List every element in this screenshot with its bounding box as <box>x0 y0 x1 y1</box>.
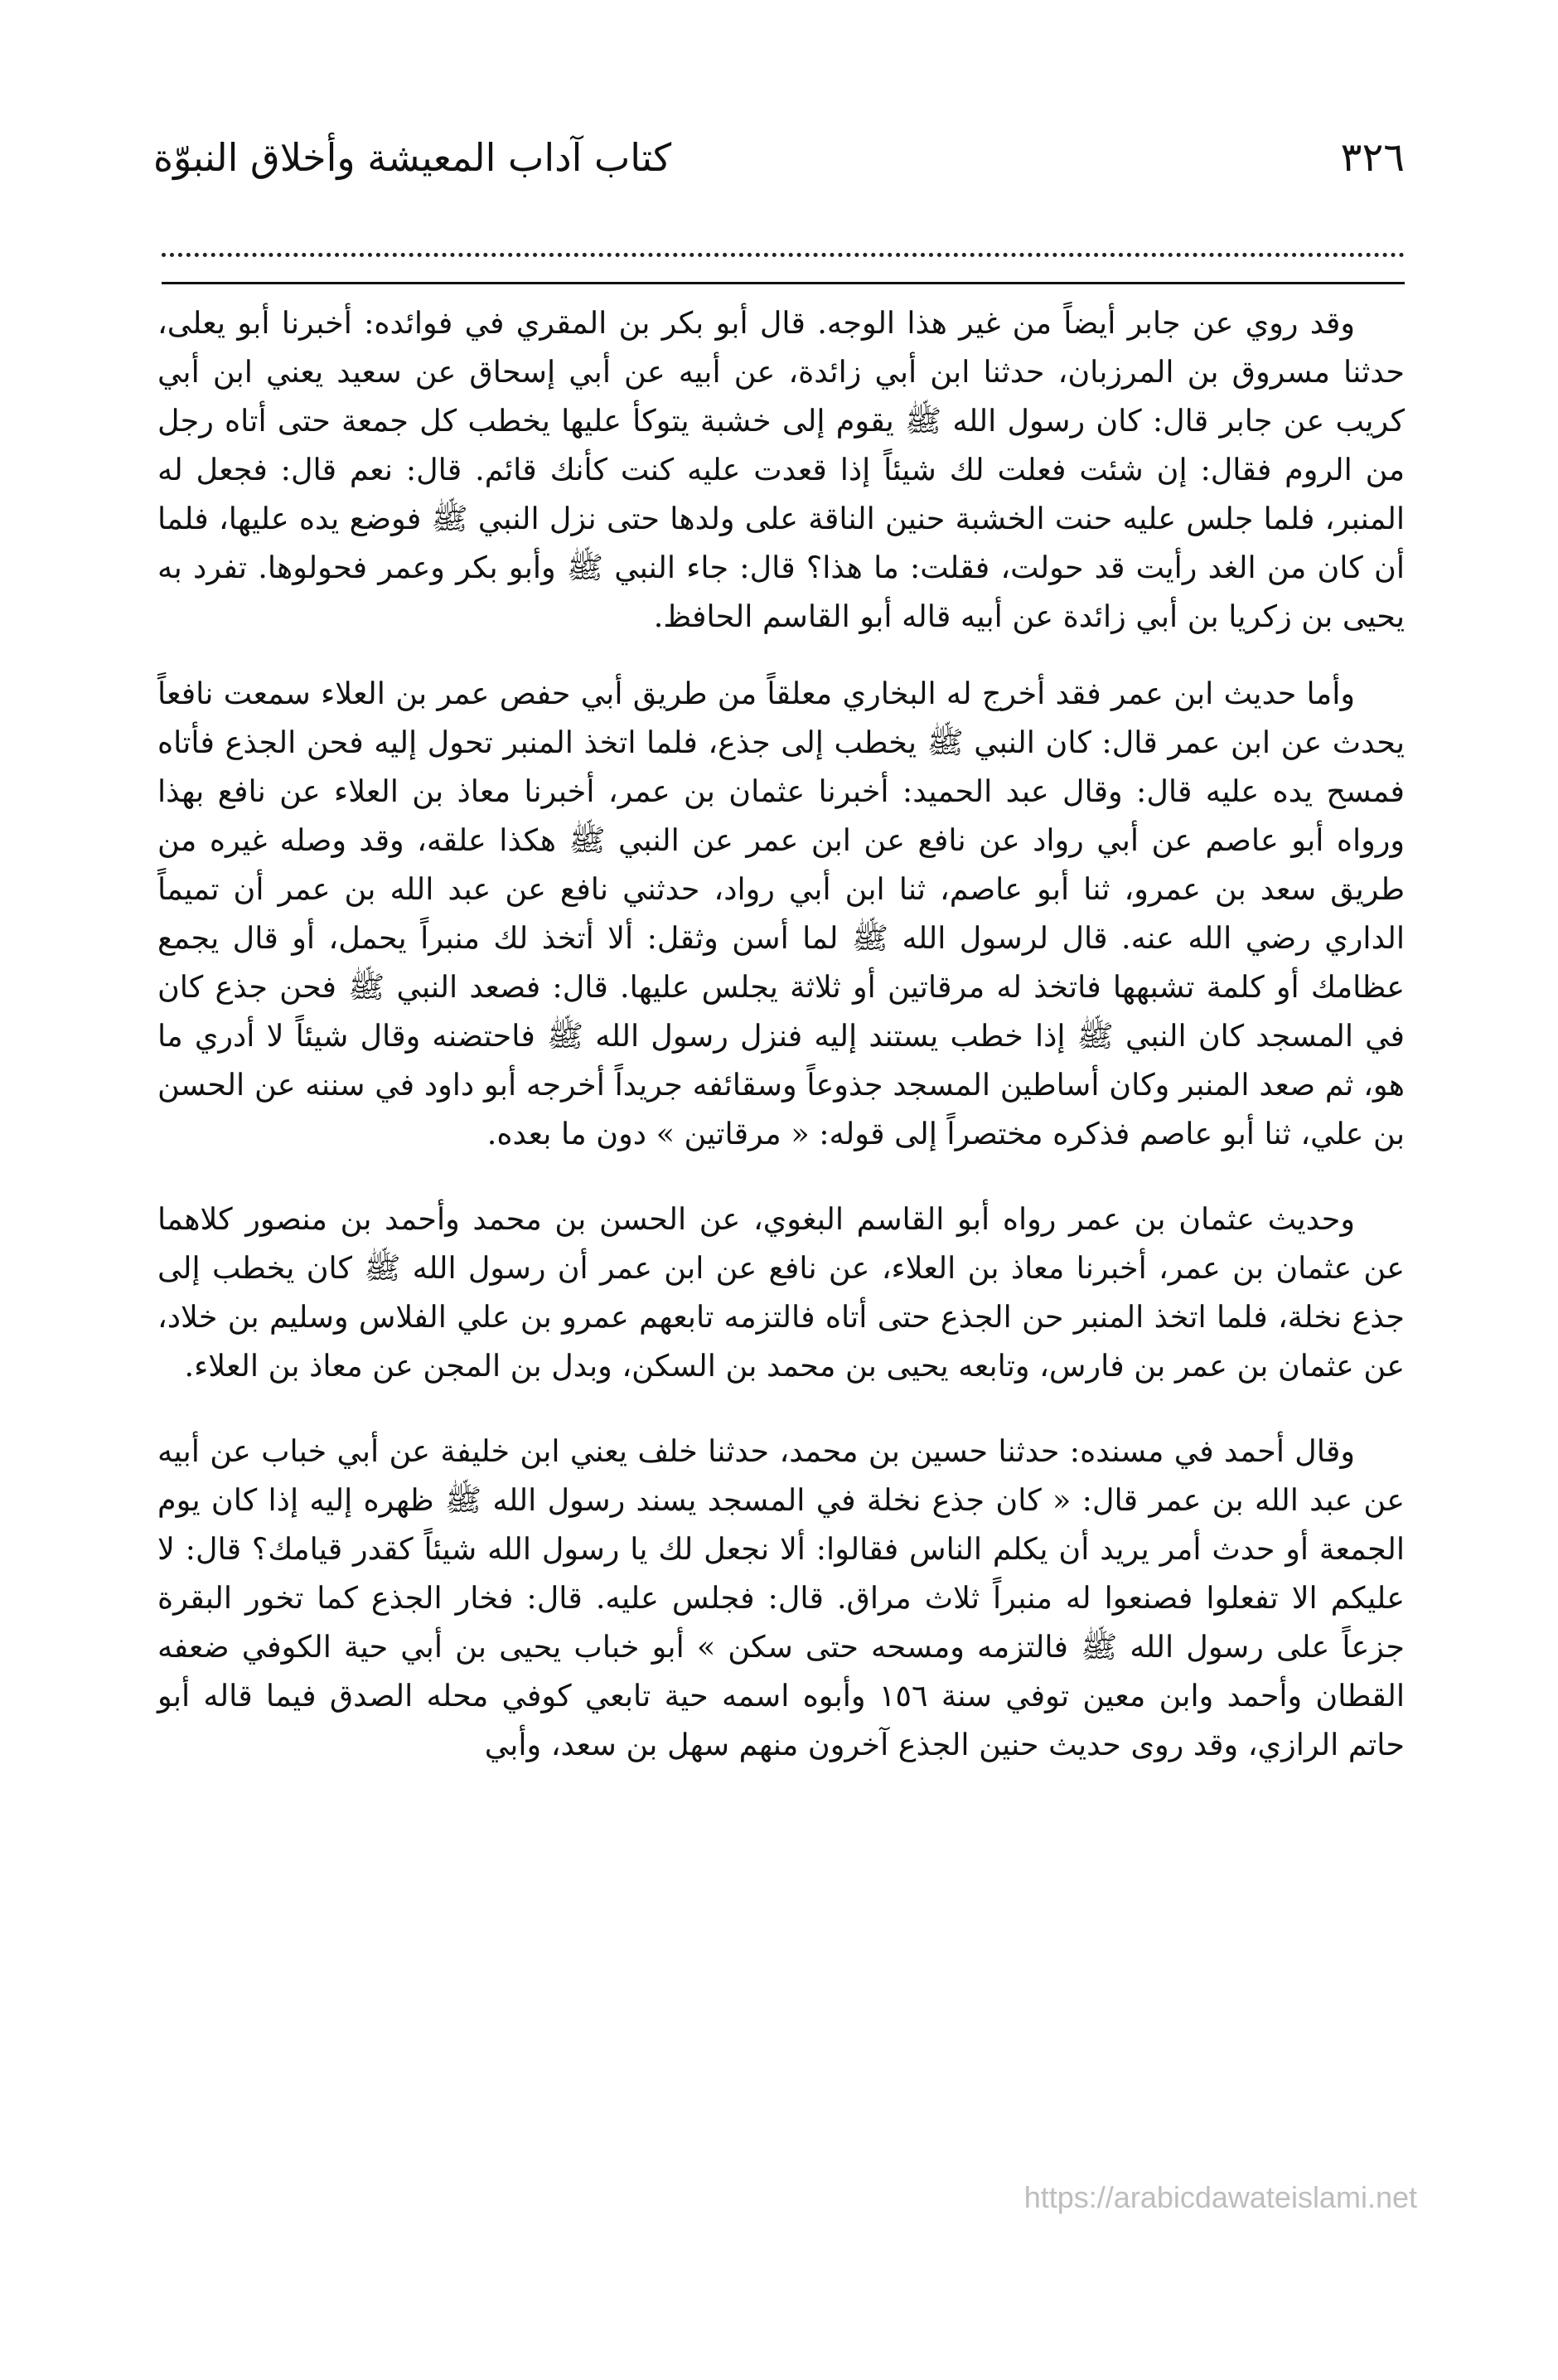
dotted-divider <box>162 253 1405 257</box>
paragraph-uthman: وحديث عثمان بن عمر رواه أبو القاسم البغوي، عن الحسن بن محمد وأحمد بن منصور كلاهما عن عثمان بن عمر، أخبرنا معاذ بن العلاء، عن نافع عن ابن عمر أن رسول الله ﷺ كان يخطب إلى جذع نخلة، فلما اتخذ المنبر حن الجذع حتى أتاه فالتزمه تابعهم عمرو بن علي الفلاس وسليم بن خلاد، عن عثمان بن عمر بن فارس، وتابعه يحيى بن محمد بن السكن، وبدل بن المجن عن معاذ بن العلاء. <box>157 1201 1405 1384</box>
paragraph-ibn-umar: وأما حديث ابن عمر فقد أخرج له البخاري معلقاً من طريق أبي حفص عمر بن العلاء سمعت نافعاً يحدث عن ابن عمر قال: كان النبي ﷺ يخطب إلى جذع، فلما اتخذ المنبر تحول إليه فحن الجذع فأتاه فمسح يده عليه قال: وقال عبد الحميد: أخبرنا عثمان بن عمر، أخبرنا معاذ بن العلاء عن نافع بهذا ورواه أبو عاصم عن أبي رواد عن نافع عن ابن عمر عن النبي ﷺ هكذا علقه، وقد وصله غيره من طريق سعد بن عمرو، ثنا أبو عاصم، ثنا ابن أبي رواد، حدثني نافع عن عبد الله بن عمر أن تميماً الداري رضي الله عنه. قال لرسول الله ﷺ لما أسن وثقل: ألا أتخذ لك منبراً يحمل، أو قال يجمع عظامك أو كلمة تشبهها فاتخذ له مرقاتين أو ثلاثة يجلس عليها. قال: فصعد النبي ﷺ فحن جذع كان في المسجد كان النبي ﷺ إذا خطب يستند إليه فنزل رسول الله ﷺ فاحتضنه وقال شيئاً لا أدري ما هو، ثم صعد المنبر وكان أساطين المسجد جذوعاً وسقائفه جريداً أخرجه أبو داود في سننه عن الحسن بن علي، ثنا أبو عاصم فذكره مختصراً إلى قوله: « مرقاتين » دون ما بعده. <box>157 676 1405 1151</box>
paragraph-ahmad: وقال أحمد في مسنده: حدثنا حسين بن محمد، حدثنا خلف يعني ابن خليفة عن أبي خباب عن أبيه عن عبد الله بن عمر قال: « كان جذع نخلة في المسجد يسند رسول الله ﷺ ظهره إليه إذا كان يوم الجمعة أو حدث أمر يريد أن يكلم الناس فقالوا: ألا نجعل لك يا رسول الله شيئاً كقدر قيامك؟ قال: لا عليكم الا تفعلوا فصنعوا له منبراً ثلاث مراق. قال: فجلس عليه. قال: فخار الجذع كما تخور البقرة جزعاً على رسول الله ﷺ فالتزمه ومسحه حتى سكن » أبو خباب يحيى بن أبي حية الكوفي ضعفه القطان وأحمد وابن معين توفي سنة ١٥٦ وأبوه اسمه حية تابعي كوفي محله الصدق فيما قاله أبو حاتم الرازي، وقد روى حديث حنين الجذع آخرون منهم سهل بن سعد، وأبي <box>157 1433 1405 1762</box>
header-rule <box>162 282 1405 284</box>
page-number: ٣٢٦ <box>1340 134 1405 181</box>
paragraph-jabir: وقد روي عن جابر أيضاً من غير هذا الوجه. قال أبو بكر بن المقري في فوائده: أخبرنا أبو يعلى، حدثنا مسروق بن المرزبان، حدثنا ابن أبي زائدة، عن أبيه عن أبي إسحاق عن سعيد يعني ابن أبي كريب عن جابر قال: كان رسول الله ﷺ يقوم إلى خشبة يتوكأ عليها يخطب كل جمعة حتى أتاه رجل من الروم فقال: إن شئت فعلت لك شيئاً إذا قعدت عليه كنت كأنك قائم. قال: نعم قال: فجعل له المنبر، فلما جلس عليه حنت الخشبة حنين الناقة على ولدها حتى نزل النبي ﷺ فوضع يده عليها، فلما أن كان من الغد رأيت قد حولت، فقلت: ما هذا؟ قال: جاء النبي ﷺ وأبو بكر وعمر فحولوها. تفرد به يحيى بن زكريا بن أبي زائدة عن أبيه قاله أبو القاسم الحافظ. <box>157 305 1405 634</box>
watermark-url: https://arabicdawateislami.net <box>1023 2180 1417 2214</box>
page-header <box>153 124 1405 191</box>
body-text <box>157 298 1405 1769</box>
running-title: كتاب آداب المعيشة وأخلاق النبوّة <box>153 135 672 180</box>
